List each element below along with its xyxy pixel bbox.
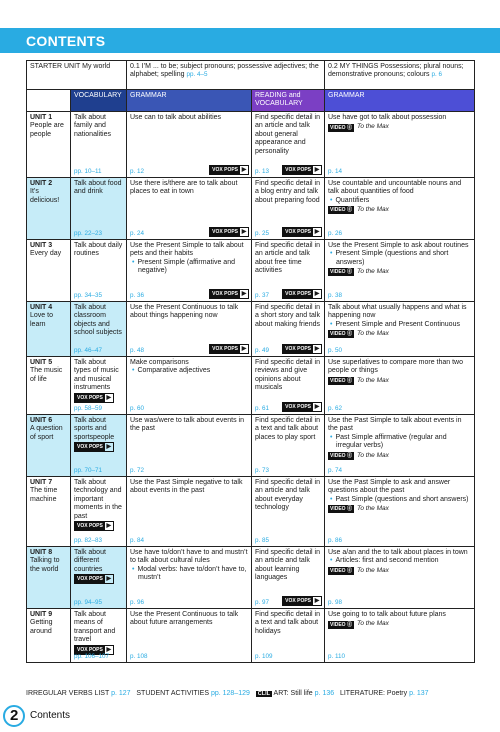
bullet-item: • Present Simple (questions and short answers) xyxy=(328,250,471,267)
vox-pops-badge[interactable]: VOX POPS ▶ xyxy=(282,289,322,299)
reading-cell: Find specific detail in a blog entry and talk about preparing food p. 25 VOX POPS ▶ xyxy=(252,178,325,240)
unit-row xyxy=(27,240,475,302)
unit-title-cell: UNIT 8 Talking to the world xyxy=(27,547,71,609)
page-ref: p. 72 xyxy=(130,466,145,474)
starter-unit-cell: STARTER UNIT My world xyxy=(27,61,127,90)
unit-row xyxy=(27,178,475,240)
page-ref: pp. 46–47 xyxy=(74,346,103,354)
vox-pops-badge[interactable]: VOX POPS ▶ xyxy=(74,442,114,452)
video-badge: VIDEO ⓖ xyxy=(330,568,352,575)
starter-row xyxy=(27,61,475,90)
video-link[interactable]: VIDEO ⓖ To the Max xyxy=(330,123,389,131)
page-ref: pp. 4–5 xyxy=(186,71,208,79)
page-ref: p. 109 xyxy=(255,652,273,660)
page-ref: pp. 22–23 xyxy=(74,229,103,237)
bullet-item: • Quantifiers xyxy=(328,197,471,205)
play-icon: ▶ xyxy=(106,576,112,583)
page-ref: p. 37 xyxy=(255,291,270,299)
page-ref: p. 86 xyxy=(328,536,343,544)
page-ref: p. 48 xyxy=(130,346,145,354)
grammar-2-cell: Talk about what usually happens and what is happening now • Present Simple and Present Continuous VIDEO ⓖ To the Max p. 50 xyxy=(325,302,475,357)
unit-title-cell: UNIT 6 A question of sport xyxy=(27,415,71,477)
page-ref: p. 12 xyxy=(130,167,145,175)
bullet-item: • Present Simple (affirmative and negative) xyxy=(130,259,248,276)
page-ref: p. 73 xyxy=(255,466,270,474)
unit-title-cell: UNIT 3 Every day xyxy=(27,240,71,302)
header-vocabulary: VOCABULARY xyxy=(71,90,127,112)
page-ref: p. 50 xyxy=(328,346,343,354)
reading-cell: Find specific detail in a text and talk about places to play sport p. 73 xyxy=(252,415,325,477)
unit-title-cell: UNIT 7 The time machine xyxy=(27,477,71,547)
reading-cell: Find specific detail in an article and talk about general appearance and personality p. 13 VOX POPS ▶ xyxy=(252,112,325,178)
reading-cell: Find specific detail in a short story and talk about making friends p. 49 VOX POPS ▶ xyxy=(252,302,325,357)
starter-0-1-cell: 0.1 I’M ... to be; subject pronouns; possessive adjectives; the alphabet; spelling pp. 4–5 xyxy=(127,61,325,90)
contents-table xyxy=(26,60,475,663)
video-link[interactable]: VIDEO ⓖ To the Max xyxy=(330,566,389,575)
page-title: CONTENTS xyxy=(26,33,106,49)
page-ref: p. 25 xyxy=(255,229,270,237)
grammar-2-cell: Use a/an and the to talk about places in town • Articles: first and second mention VIDEO ⓖ To the Max p. 98 xyxy=(325,547,475,609)
page-ref: p. 38 xyxy=(328,291,343,299)
bullet-item: • Present Simple and Present Continuous xyxy=(328,321,471,329)
play-icon: ▶ xyxy=(314,346,320,352)
page-ref: p. 110 xyxy=(328,652,346,660)
header-reading: READING and VOCABULARY xyxy=(252,90,325,112)
vocabulary-cell: Talk about family and nationalities pp. 10–11 xyxy=(71,112,127,178)
play-icon: ▶ xyxy=(241,229,247,235)
page-ref: pp. 10–11 xyxy=(74,167,102,175)
reading-cell: Find specific detail in an article and talk about everyday technology p. 85 xyxy=(252,477,325,547)
video-link[interactable]: VIDEO ⓖ To the Max xyxy=(330,376,389,385)
play-icon: ▶ xyxy=(241,291,247,297)
unit-row xyxy=(27,357,475,415)
page-ref: pp. 70–71 xyxy=(74,466,103,474)
page-ref: p. 62 xyxy=(328,404,343,412)
bullet-item: • Modal verbs: have to/don’t have to, mustn’t xyxy=(130,566,248,583)
play-icon: ▶ xyxy=(314,598,320,604)
page-ref: p. 26 xyxy=(328,229,343,237)
vox-pops-badge[interactable]: VOX POPS ▶ xyxy=(209,227,249,237)
unit-title-cell: UNIT 1 People are people xyxy=(27,112,71,178)
page-ref: pp. 34–35 xyxy=(74,291,103,299)
video-link[interactable]: VIDEO ⓖ To the Max xyxy=(330,505,389,513)
clil-badge: CLIL xyxy=(257,691,270,697)
play-icon: ▶ xyxy=(106,444,112,451)
video-badge: VIDEO ⓖ xyxy=(330,452,352,459)
page-ref: p. 61 xyxy=(255,404,270,412)
video-badge: VIDEO ⓖ xyxy=(330,506,352,513)
column-header-row xyxy=(27,90,475,112)
play-icon: ▶ xyxy=(314,167,320,173)
video-badge: VIDEO ⓖ xyxy=(330,621,352,628)
bullet-item: • Past Simple affirmative (regular and irregular verbs) xyxy=(328,434,471,451)
video-badge: VIDEO ⓖ xyxy=(330,124,352,131)
page-ref: p. 97 xyxy=(255,598,270,606)
grammar-cell: Use the Present Continuous to talk about things happening now p. 48 VOX POPS ▶ xyxy=(127,302,252,357)
video-badge: VIDEO ⓖ xyxy=(330,331,352,338)
play-icon: ▶ xyxy=(241,346,247,352)
video-link[interactable]: VIDEO ⓖ To the Max xyxy=(330,451,389,459)
vocabulary-cell: Talk about types of music and musical instruments VOX POPS ▶ pp. 58–59 xyxy=(71,357,127,415)
grammar-2-cell: Use the Present Simple to ask about routines • Present Simple (questions and short answers) VIDEO ⓖ To the Max p. 38 xyxy=(325,240,475,302)
vox-pops-badge[interactable]: VOX POPS ▶ xyxy=(209,165,249,175)
grammar-2-cell: Use the Past Simple to ask and answer questions about the past • Past Simple (questions and short answers) VIDEO ⓖ To the Max p. 86 xyxy=(325,477,475,547)
bullet-item: • Articles: first and second mention xyxy=(328,557,471,565)
vocabulary-cell: Talk about food and drink pp. 22–23 xyxy=(71,178,127,240)
grammar-cell: Use can to talk about abilities p. 12 VOX POPS ▶ xyxy=(127,112,252,178)
bullet-item: • Comparative adjectives xyxy=(130,367,248,375)
header-grammar-2: GRAMMAR xyxy=(325,90,475,112)
page-ref: pp. 94–95 xyxy=(74,598,103,606)
video-badge: VIDEO ⓖ xyxy=(330,269,352,276)
reading-cell: Find specific detail in an article and talk about learning languages p. 97 VOX POPS ▶ xyxy=(252,547,325,609)
unit-row xyxy=(27,112,475,178)
page-ref: p. 96 xyxy=(130,598,145,606)
starter-0-2-cell: 0.2 MY THINGS Possessions; plural nouns; demonstrative pronouns; colours p. 6 xyxy=(325,61,475,90)
vox-pops-badge[interactable]: VOX POPS ▶ xyxy=(282,402,322,412)
page-ref: p. 24 xyxy=(130,229,145,237)
unit-row xyxy=(27,415,475,477)
grammar-2-cell: Use countable and uncountable nouns and talk about quantities of food • Quantifiers VIDEO ⓖ To the Max p. 26 xyxy=(325,178,475,240)
video-link[interactable]: VIDEO ⓖ To the Max xyxy=(330,330,389,338)
play-icon: ▶ xyxy=(314,229,320,235)
grammar-2-cell: Use the Past Simple to talk about events in the past • Past Simple affirmative (regular and irregular verbs) VIDEO ⓖ To the Max p. 74 xyxy=(325,415,475,477)
page-ref: p. 14 xyxy=(328,167,343,175)
vox-pops-badge[interactable]: VOX POPS ▶ xyxy=(282,596,322,606)
page-label: Contents xyxy=(30,710,71,721)
vox-pops-badge[interactable]: VOX POPS ▶ xyxy=(209,289,249,299)
grammar-cell: Use the Past Simple negative to talk about events in the past p. 84 xyxy=(127,477,252,547)
grammar-cell: Use was/were to talk about events in the past p. 72 xyxy=(127,415,252,477)
page-ref: pp. 58–59 xyxy=(74,404,103,412)
page-ref: pp. 106–107 xyxy=(74,652,110,660)
reading-cell: Find specific detail in an article and talk about free time activities p. 37 VOX POPS ▶ xyxy=(252,240,325,302)
footer-links: IRREGULAR VERBS LIST p. 127 STUDENT ACTIVITIES pp. 128–129 CLIL ART: Still life p. 136 LITERATURE: Poetry p. 137 xyxy=(26,690,429,697)
page-ref: p. 60 xyxy=(130,404,145,412)
vocabulary-cell: Talk about different countries VOX POPS ▶ pp. 94–95 xyxy=(71,547,127,609)
vox-pops-badge[interactable]: VOX POPS ▶ xyxy=(209,344,249,354)
vox-pops-badge[interactable]: VOX POPS ▶ xyxy=(282,227,322,237)
page-ref: p. 85 xyxy=(255,536,270,544)
grammar-2-cell: Use going to to talk about future plans VIDEO ⓖ To the Max p. 110 xyxy=(325,609,475,663)
unit-row xyxy=(27,547,475,609)
video-badge: VIDEO ⓖ xyxy=(330,207,352,214)
video-badge: VIDEO ⓖ xyxy=(330,378,352,385)
unit-title-cell: UNIT 9 Getting around xyxy=(27,609,71,663)
page-ref: p. 84 xyxy=(130,536,145,544)
unit-title-cell: UNIT 5 The music of life xyxy=(27,357,71,415)
vocabulary-cell: Talk about technology and important moments in the past VOX POPS ▶ pp. 82–83 xyxy=(71,477,127,547)
vox-pops-badge[interactable]: VOX POPS ▶ xyxy=(282,344,322,354)
reading-cell: Find specific detail in reviews and give opinions about musicals p. 61 VOX POPS ▶ xyxy=(252,357,325,415)
play-icon: ▶ xyxy=(314,291,320,297)
play-icon: ▶ xyxy=(241,167,247,173)
grammar-2-cell: Use have got to talk about possession VIDEO ⓖ To the Max p. 14 xyxy=(325,112,475,178)
grammar-cell: Make comparisons • Comparative adjectives p. 60 xyxy=(127,357,252,415)
video-link[interactable]: VIDEO ⓖ To the Max xyxy=(330,268,389,276)
page-ref: p. 6 xyxy=(431,71,443,79)
vox-pops-badge[interactable]: VOX POPS ▶ xyxy=(74,393,114,403)
play-icon: ▶ xyxy=(106,394,112,401)
unit-row xyxy=(27,609,475,663)
unit-row xyxy=(27,477,475,547)
grammar-cell: Use the Present Continuous to talk about future arrangements p. 108 xyxy=(127,609,252,663)
unit-title-cell: UNIT 2 It’s delicious! xyxy=(27,178,71,240)
vox-pops-badge[interactable]: VOX POPS ▶ xyxy=(74,521,114,531)
vocabulary-cell: Talk about daily routines pp. 34–35 xyxy=(71,240,127,302)
grammar-cell: Use have to/don’t have to and mustn’t to talk about cultural rules • Modal verbs: have to/don’t have to, mustn’t p. 96 xyxy=(127,547,252,609)
play-icon: ▶ xyxy=(106,646,112,653)
vocabulary-cell: Talk about sports and sportspeople VOX POPS ▶ pp. 70–71 xyxy=(71,415,127,477)
grammar-cell: Use the Present Simple to talk about pets and their habits • Present Simple (affirmative and negative) p. 36 VOX POPS ▶ xyxy=(127,240,252,302)
unit-row xyxy=(27,302,475,357)
page-ref: p. 108 xyxy=(130,652,148,660)
page-ref: pp. 82–83 xyxy=(74,536,103,544)
vox-pops-badge[interactable]: VOX POPS ▶ xyxy=(282,165,322,175)
reading-cell: Find specific detail in a text and talk about holidays p. 109 xyxy=(252,609,325,663)
play-icon: ▶ xyxy=(314,404,320,410)
play-icon: ▶ xyxy=(106,523,112,530)
page-ref: p. 13 xyxy=(255,167,270,175)
page-ref: p. 74 xyxy=(328,466,343,474)
unit-title-cell: UNIT 4 Love to learn xyxy=(27,302,71,357)
grammar-2-cell: Use superlatives to compare more than two people or things VIDEO ⓖ To the Max p. 62 xyxy=(325,357,475,415)
page-ref: p. 98 xyxy=(328,598,343,606)
video-link[interactable]: VIDEO ⓖ To the Max xyxy=(330,620,389,628)
page-ref: p. 49 xyxy=(255,346,270,354)
bullet-item: • Past Simple (questions and short answers) xyxy=(328,496,471,504)
header-grammar: GRAMMAR xyxy=(127,90,252,112)
page-number-badge: 2 xyxy=(3,705,25,727)
vocabulary-cell: Talk about classroom objects and school subjects pp. 46–47 xyxy=(71,302,127,357)
contents-header-bar xyxy=(0,28,500,53)
page-ref: p. 36 xyxy=(130,291,145,299)
vox-pops-badge[interactable]: VOX POPS ▶ xyxy=(74,574,114,584)
video-link[interactable]: VIDEO ⓖ To the Max xyxy=(330,206,389,214)
vocabulary-cell: Talk about means of transport and travel VOX POPS ▶ pp. 106–107 xyxy=(71,609,127,663)
grammar-cell: Use there is/there are to talk about places to eat in town p. 24 VOX POPS ▶ xyxy=(127,178,252,240)
vox-pops-badge[interactable]: VOX POPS ▶ xyxy=(74,645,114,655)
